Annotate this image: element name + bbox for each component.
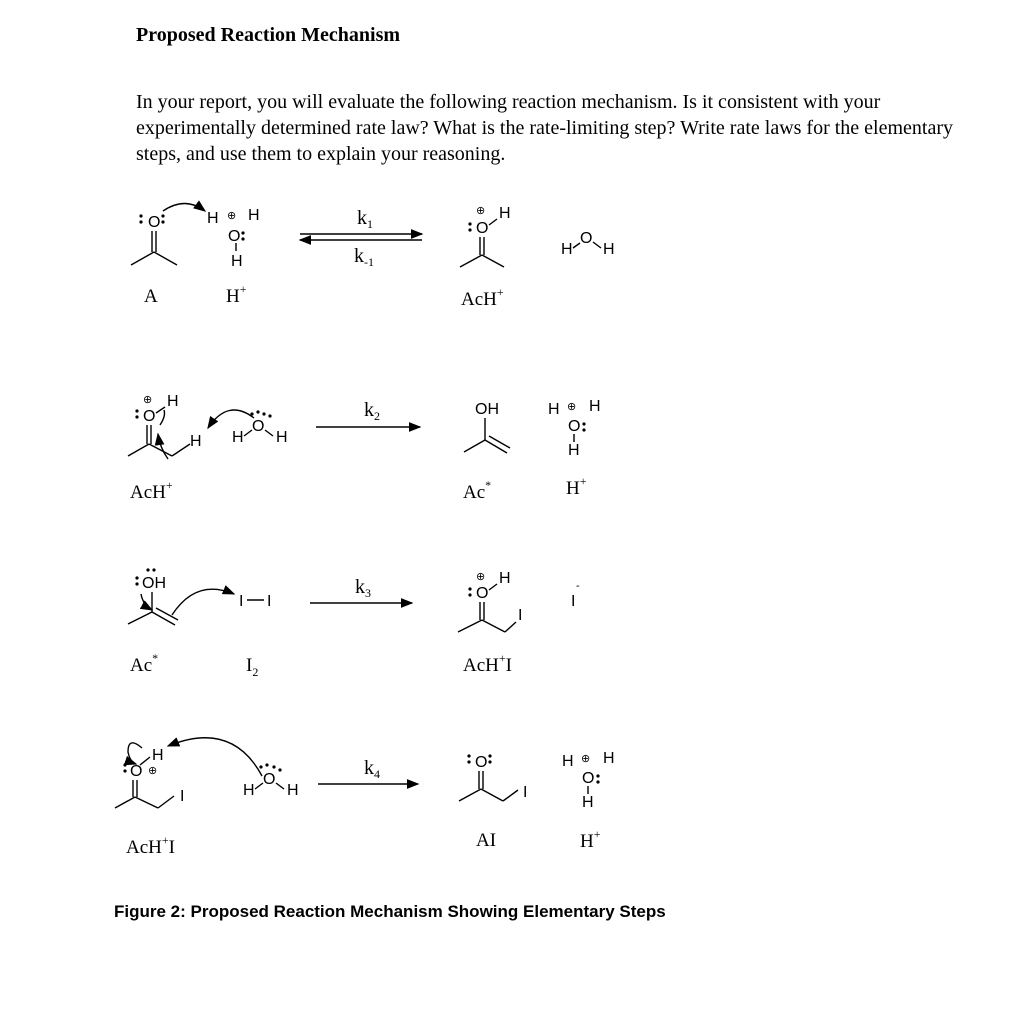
label-h-plus: H+ <box>566 474 587 499</box>
atom-h: H <box>207 210 219 227</box>
iodine-structure <box>239 593 271 610</box>
label-ach-plus: AcH+ <box>130 478 173 503</box>
label-ac-star: Ac* <box>463 478 492 503</box>
step-4 <box>115 738 615 858</box>
curved-arrow <box>128 743 142 764</box>
atom-o: O <box>476 585 489 602</box>
rate-constant-k-minus-1: $k_{-1}$ <box>354 245 374 269</box>
hydronium-structure <box>548 398 601 459</box>
curved-arrow <box>208 410 254 428</box>
charge-minus: - <box>576 580 580 592</box>
atom-o: O <box>582 770 595 787</box>
atom-h: H <box>548 401 560 418</box>
atom-o: O <box>130 763 143 780</box>
atom-h: H <box>499 205 511 222</box>
charge-plus: ⊕ <box>227 210 237 222</box>
atom-h: H <box>562 753 574 770</box>
atom-i: I <box>180 788 185 805</box>
hydronium-structure <box>207 207 260 270</box>
atom-o: O <box>228 228 241 245</box>
atom-h: H <box>243 782 255 799</box>
atom-o: O <box>568 418 581 435</box>
enol-structure <box>464 401 510 453</box>
label-achi: AcH+I <box>126 833 175 858</box>
protonated-iodoacetone-structure <box>115 747 184 808</box>
protonated-acetone-structure <box>460 205 511 267</box>
charge-plus: ⊕ <box>581 753 591 765</box>
charge-plus: ⊕ <box>567 401 577 413</box>
curved-arrow <box>163 204 205 212</box>
charge-plus: ⊕ <box>143 394 153 406</box>
label-a: A <box>144 286 158 307</box>
atom-h: H <box>248 207 260 224</box>
iodoacetone-structure <box>459 754 527 801</box>
acetone-a-structure <box>131 214 177 265</box>
atom-h: H <box>582 794 594 811</box>
label-ai: AI <box>476 830 497 851</box>
atom-h: H <box>568 442 580 459</box>
curved-arrow <box>160 410 165 425</box>
atom-o: O <box>263 771 276 788</box>
label-h-plus: H+ <box>580 827 601 852</box>
label-ac-star: Ac* <box>130 651 159 676</box>
step-1 <box>131 204 615 311</box>
curved-arrow <box>172 589 234 615</box>
rate-constant-k3: $k_3$ <box>355 576 371 600</box>
enol-structure <box>128 568 178 625</box>
atom-i: I <box>518 607 523 624</box>
atom-oh: OH <box>142 575 166 592</box>
charge-plus: ⊕ <box>476 571 486 583</box>
label-h-plus: H+ <box>226 282 247 307</box>
label-i2: $I_2$ <box>246 655 259 679</box>
protonated-iodoacetone-structure <box>458 570 522 632</box>
atom-o: O <box>580 230 593 247</box>
hydronium-structure <box>562 750 615 811</box>
atom-o: O <box>475 754 488 771</box>
atom-h: H <box>603 241 615 258</box>
charge-plus: ⊕ <box>476 205 486 217</box>
curved-arrow <box>168 738 262 776</box>
atom-o: O <box>143 408 156 425</box>
atom-h: H <box>276 429 288 446</box>
atom-h: H <box>231 253 243 270</box>
atom-i: I <box>523 784 528 801</box>
atom-i: I <box>267 593 272 610</box>
label-ach-plus: AcH+ <box>461 285 504 310</box>
rate-constant-k4: $k_4$ <box>364 757 380 781</box>
iodide-structure <box>571 580 580 610</box>
atom-h: H <box>589 398 601 415</box>
figure-caption: Figure 2: Proposed Reaction Mechanism Showing Elementary Steps <box>114 902 666 921</box>
curved-arrow <box>158 434 168 459</box>
atom-h: H <box>499 570 511 587</box>
label-achi: AcH+I <box>463 651 512 676</box>
atom-oh: OH <box>475 401 499 418</box>
rate-constant-k1: $k_1$ <box>357 207 373 231</box>
atom-i: I <box>239 593 244 610</box>
water-structure <box>561 230 615 258</box>
atom-h: H <box>232 429 244 446</box>
atom-o: O <box>476 220 489 237</box>
step-2 <box>128 393 601 503</box>
water-structure <box>243 763 299 799</box>
atom-o: O <box>148 214 161 231</box>
atom-h: H <box>287 782 299 799</box>
charge-plus: ⊕ <box>148 765 158 777</box>
atom-i: I <box>571 593 576 610</box>
water-structure <box>232 410 288 446</box>
atom-o: O <box>252 418 265 435</box>
step-3 <box>128 568 580 679</box>
atom-h: H <box>152 747 164 764</box>
rate-constant-k2: $k_2$ <box>364 399 380 423</box>
atom-h: H <box>167 393 179 410</box>
curved-arrow <box>141 594 152 610</box>
atom-h: H <box>190 433 202 450</box>
protonated-acetone-structure <box>128 393 202 456</box>
atom-h: H <box>603 750 615 767</box>
atom-h: H <box>561 241 573 258</box>
intro-paragraph: In your report, you will evaluate the following reaction mechanism. Is it consistent with your experimentally determined rate law? What is the rate-limiting step? Write rate laws for the elementary steps, and use them to explain your reasoning. <box>136 91 954 165</box>
page-title: Proposed Reaction Mechanism <box>136 24 401 46</box>
